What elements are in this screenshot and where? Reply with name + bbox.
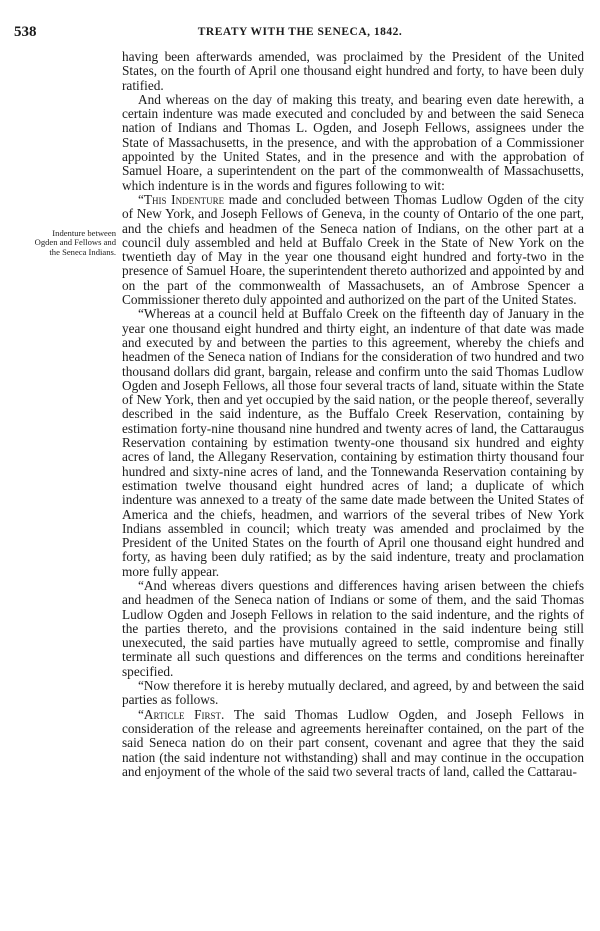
running-title: TREATY WITH THE SENECA, 1842. (197, 26, 403, 38)
paragraph: “Whereas at a council held at Buffalo Creek on the fifteenth day of January in the year one thousand eight hundred and thirty eight, an indenture of that date was made and executed by and between the parties to this agreement, whereby the chiefs and headmen of the Seneca nation of Indians for the consideration of two hundred and two thousand dollars did grant, bargain, release and confirm unto the said Thomas Ludlow Ogden and Joseph Fellows, all those four several tracts of land, situate within the State of New York, then and yet occupied by the said nation, or the people thereof, severally described in the said indenture, as the Buffalo Creek Reservation, containing by estimation forty-nine thousand nine hundred and twenty acres of land, the Cattaraugus Reservation containing by estimation twenty-one thousand six hundred and eighty acres of land, the Allegany Reservation, containing by estimation thirty thousand four hundred and sixty-nine acres of land, and the Tonnewanda Reservation containing by estimation twelve thousand eight hundred acres of land; a duplicate of which indenture was annexed to a treaty of the same date made between the United States of America and the chiefs, headmen, and warriors of the several tribes of New York Indians assembled in council; which treaty was amended and proclaimed by the President of the United States on the fourth of April one thousand eight hundred and forty, as having been duly ratified; as by the said indenture, treaty and proclamation more fully appear. (122, 306, 584, 579)
lead-in: “Article First. (138, 706, 225, 722)
paragraph: having been afterwards amended, was proclaimed by the President of the United States, on the fourth of April one thousand eight hundred and forty, to have been duly ratified. (122, 49, 584, 93)
paragraph: “Now therefore it is hereby mutually declared, and agreed, by and between the said parties as follows. (122, 678, 584, 708)
paragraph: And whereas on the day of making this treaty, and bearing even date herewith, a certain indenture was made executed and concluded by and between the said Seneca nation of Indians and Thomas L. Ogden, and Joseph Fellows, assignees under the State of Massachusetts, in the presence, and with the approbation of a Commissioner appointed by the United States, and in the presence and with the approbation of Samuel Hoare, a superintendent on the part of the commonwealth of Massachusetts, which indenture is in the words and figures following to wit: (122, 91, 584, 193)
margin-note: Indenture between Ogden and Fellows and the Seneca Indians. (34, 228, 116, 257)
page-header (0, 24, 600, 42)
lead-in: “This Indenture (138, 191, 225, 207)
paragraph: “And whereas divers questions and differences having arisen between the chiefs and headmen of the Seneca nation of Indians or some of them, and the said Thomas Ludlow Ogden and Joseph Fellows in relation to the said indenture, and the rights of the parties thereto, and the provisions contained in the said indenture being still unexecuted, the said parties have mutually agreed to settle, compromise and finally terminate all such questions and differences on the terms and conditions hereinafter specified. (122, 577, 584, 679)
paragraph (122, 708, 584, 779)
treaty-text (122, 50, 584, 779)
paragraph-text: The said Thomas Ludlow Ogden, and Joseph Fellows in consideration of the release and agreements hereinafter contained, on the part of the said Seneca nation do on their part consent, covenant and agree that they the said nation (the said indenture not withstanding) shall and may continue in the occupation and enjoyment of the whole of the said two several tracts of land, called the Cattarau- (122, 706, 584, 779)
paragraph (122, 193, 584, 307)
paragraph-text: made and concluded between Thomas Ludlow Ogden of the city of New York, and Joseph Fellows of Geneva, in the county of Ontario of the one part, and the chiefs and headmen of the Seneca nation of Indians, on the other part at a council duly assembled and held at Buffalo Creek in the State of New York on the twentieth day of May in the year one thousand eight hundred and forty-two in the presence of Samuel Hoare, the superintendent thereto authorized and appointed by and on the part of the commonwealth of Massachusets, an of Ambrose Spencer a Commissioner thereto duly appointed and authorized on the part of the United States. (122, 191, 584, 308)
page-number: 538 (14, 24, 37, 40)
